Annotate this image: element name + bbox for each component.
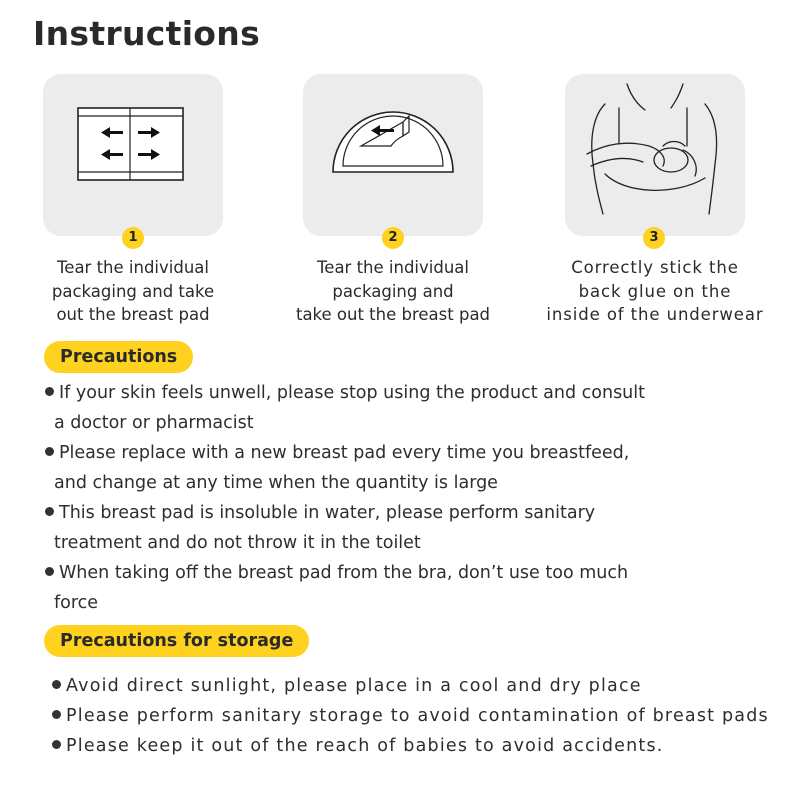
step-2-badge: 2 — [382, 227, 404, 249]
list-item: When taking off the breast pad from the bra, don’t use too much — [45, 558, 765, 588]
list-item: Avoid direct sunlight, please place in a cool and dry place — [52, 671, 792, 701]
stick-to-bra-icon — [565, 74, 745, 236]
step-3-badge: 3 — [643, 227, 665, 249]
peel-pad-icon — [303, 74, 483, 236]
list-item: Please perform sanitary storage to avoid contamination of breast pads — [52, 701, 792, 731]
step-1-badge: 1 — [122, 227, 144, 249]
step-1-text: Tear the individual packaging and take out the breast pad — [51, 258, 215, 324]
precautions-heading: Precautions — [44, 341, 193, 373]
list-item: This breast pad is insoluble in water, please perform sanitary — [45, 498, 765, 528]
torn-package-icon — [43, 74, 223, 236]
step-3-text: Correctly stick the back glue on the inside of the underwear — [546, 258, 764, 324]
precautions-list: If your skin feels unwell, please stop using the product and consult a doctor or pharmacist Please replace with a new breast pad every time you breastfeed, and change at any time when the quantity is large This breast pad is insoluble in water, please perform sanitary treatment and do not throw it in the toilet When taking off the breast pad from the bra, don’t use too much force — [45, 378, 765, 618]
list-item: If your skin feels unwell, please stop using the product and consult — [45, 378, 765, 408]
step-2-text: Tear the individual packaging and take out the breast pad — [295, 258, 491, 324]
step-1-card — [43, 74, 223, 236]
step-3-card — [565, 74, 745, 236]
storage-list — [52, 671, 792, 761]
step-2-card — [303, 74, 483, 236]
list-item: Please replace with a new breast pad every time you breastfeed, — [45, 438, 765, 468]
storage-heading: Precautions for storage — [44, 625, 309, 657]
page-title: Instructions — [33, 14, 261, 53]
list-item: Please keep it out of the reach of babies to avoid accidents. — [52, 731, 792, 761]
